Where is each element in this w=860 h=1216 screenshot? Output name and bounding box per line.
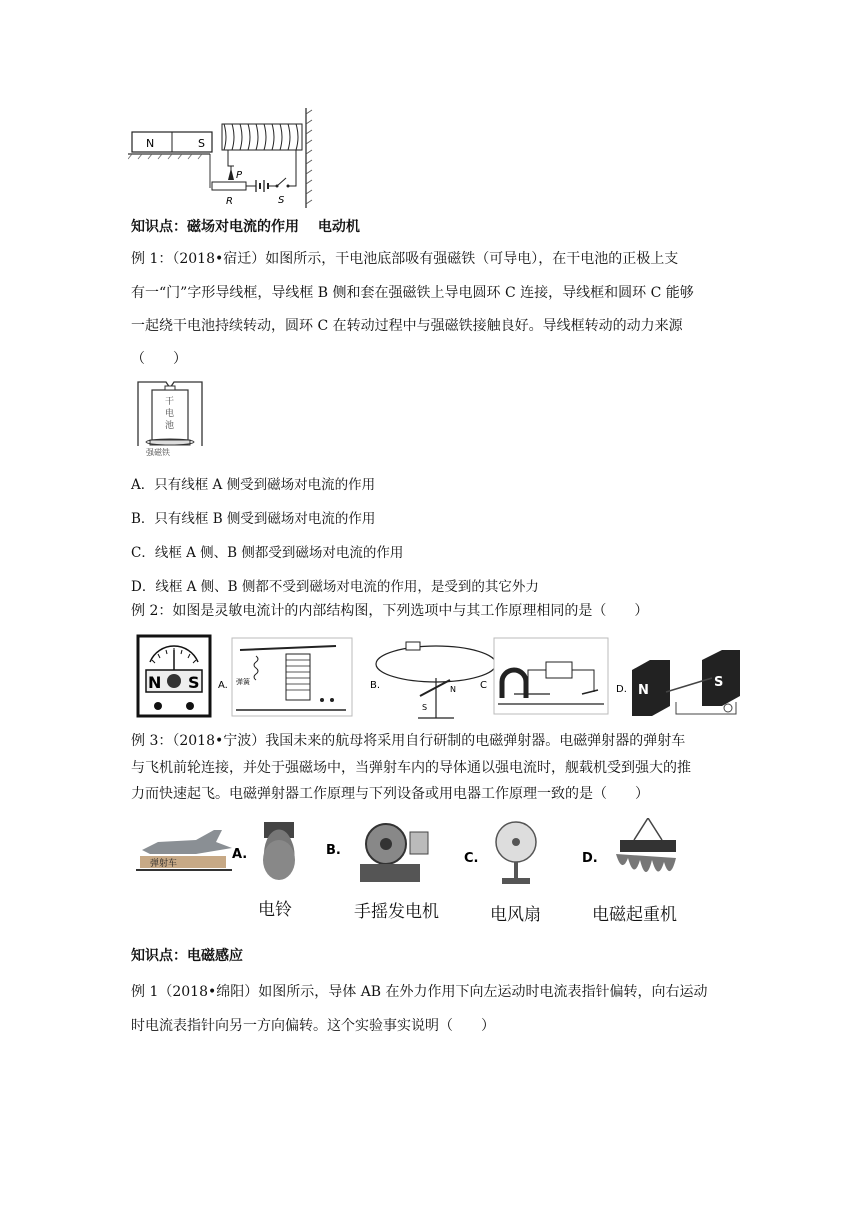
section-heading-motor: 知识点：磁场对电流的作用 电动机 [131,219,360,235]
battery-char-2: 电 [165,409,175,419]
ex1-option-c: C．线框 A 侧、B 侧都受到磁场对电流的作用 [131,545,404,561]
battery-char-3: 池 [165,421,175,431]
ex3-line-3: 力而快速起飞。电磁弹射器工作原理与下列设备或用电器工作原理一致的是（ ） [131,786,649,802]
section-heading-induction: 知识点：电磁感应 [131,948,243,964]
ex2-opt-d-label: D. [616,684,627,695]
figure-launcher-row [136,818,696,890]
ex3-opt-d-label: D. [582,851,598,866]
figure-magnet-solenoid [128,108,324,210]
ex1-line-2: 有一“门”字形导线框，导线框 B 侧和套在强磁铁上导电圆环 C 连接，导线框和圆环 C 能够 [131,285,694,301]
d-n-label: N [638,683,649,698]
caption-generator: 手摇发电机 [354,902,439,922]
ex3-opt-b-label: B. [326,843,341,858]
ex1-line-3: 一起绕干电池持续转动，圆环 C 在转动过程中与强磁铁接触良好。导线框转动的动力来源 [131,318,683,334]
battery-char-1: 干 [165,397,175,407]
d-s-label: S [714,675,724,690]
cart-label: 弹射车 [150,859,178,869]
galv-s-label: S [188,673,200,692]
magnet-n-label: N [146,137,155,150]
label-p: P [236,170,243,181]
figure-battery-frame [132,376,212,458]
ex1-option-b: B．只有线框 B 侧受到磁场对电流的作用 [131,511,376,527]
needle-s: S [422,703,428,712]
ex3-line-1: 例 3：（2018•宁波）我国未来的航母将采用自行研制的电磁弹射器。电磁弹射器的弹射车 [131,733,686,749]
caption-fan: 电风扇 [490,905,541,925]
ex1-line-1: 例 1：（2018•宿迁）如图所示，干电池底部吸有强磁铁（可导电），在干电池的正极上支 [131,251,679,267]
caption-crane: 电磁起重机 [592,905,677,925]
caption-bell: 电铃 [258,900,292,920]
figure-galvanometer-row [136,632,760,724]
ex3-opt-c-label: C. [464,851,479,866]
galv-n-label: N [148,673,162,692]
ex2-opt-c-label: C [480,680,487,691]
ex1-option-a: A．只有线框 A 侧受到磁场对电流的作用 [131,477,376,493]
spring-label: 弹簧 [236,678,250,686]
needle-n: N [450,685,456,694]
ex3-opt-a-label: A. [232,847,248,862]
magnet-label: 强磁铁 [146,448,170,457]
ex1-line-4: （ ） [131,351,187,367]
ex2-line-1: 例 2：如图是灵敏电流计的内部结构图，下列选项中与其工作原理相同的是（ ） [131,603,649,619]
label-s: S [278,195,285,206]
ex3-line-2: 与飞机前轮连接，并处于强磁场中，当弹射车内的导体通以强电流时，舰载机受到强大的推 [131,760,691,776]
label-r: R [226,196,233,207]
magnet-s-label: S [198,137,205,150]
ex2-opt-a-label: A. [218,680,228,691]
ex2-opt-b-label: B. [370,680,381,691]
ex4-line-1: 例 1（2018•绵阳）如图所示，导体 AB 在外力作用下向左运动时电流表指针偏转，向右运动 [131,984,708,1000]
ex4-line-2: 时电流表指针向另一方向偏转。这个实验事实说明（ ） [131,1018,495,1034]
ex1-option-d: D．线框 A 侧、B 侧都不受到磁场对电流的作用，是受到的其它外力 [131,579,539,595]
